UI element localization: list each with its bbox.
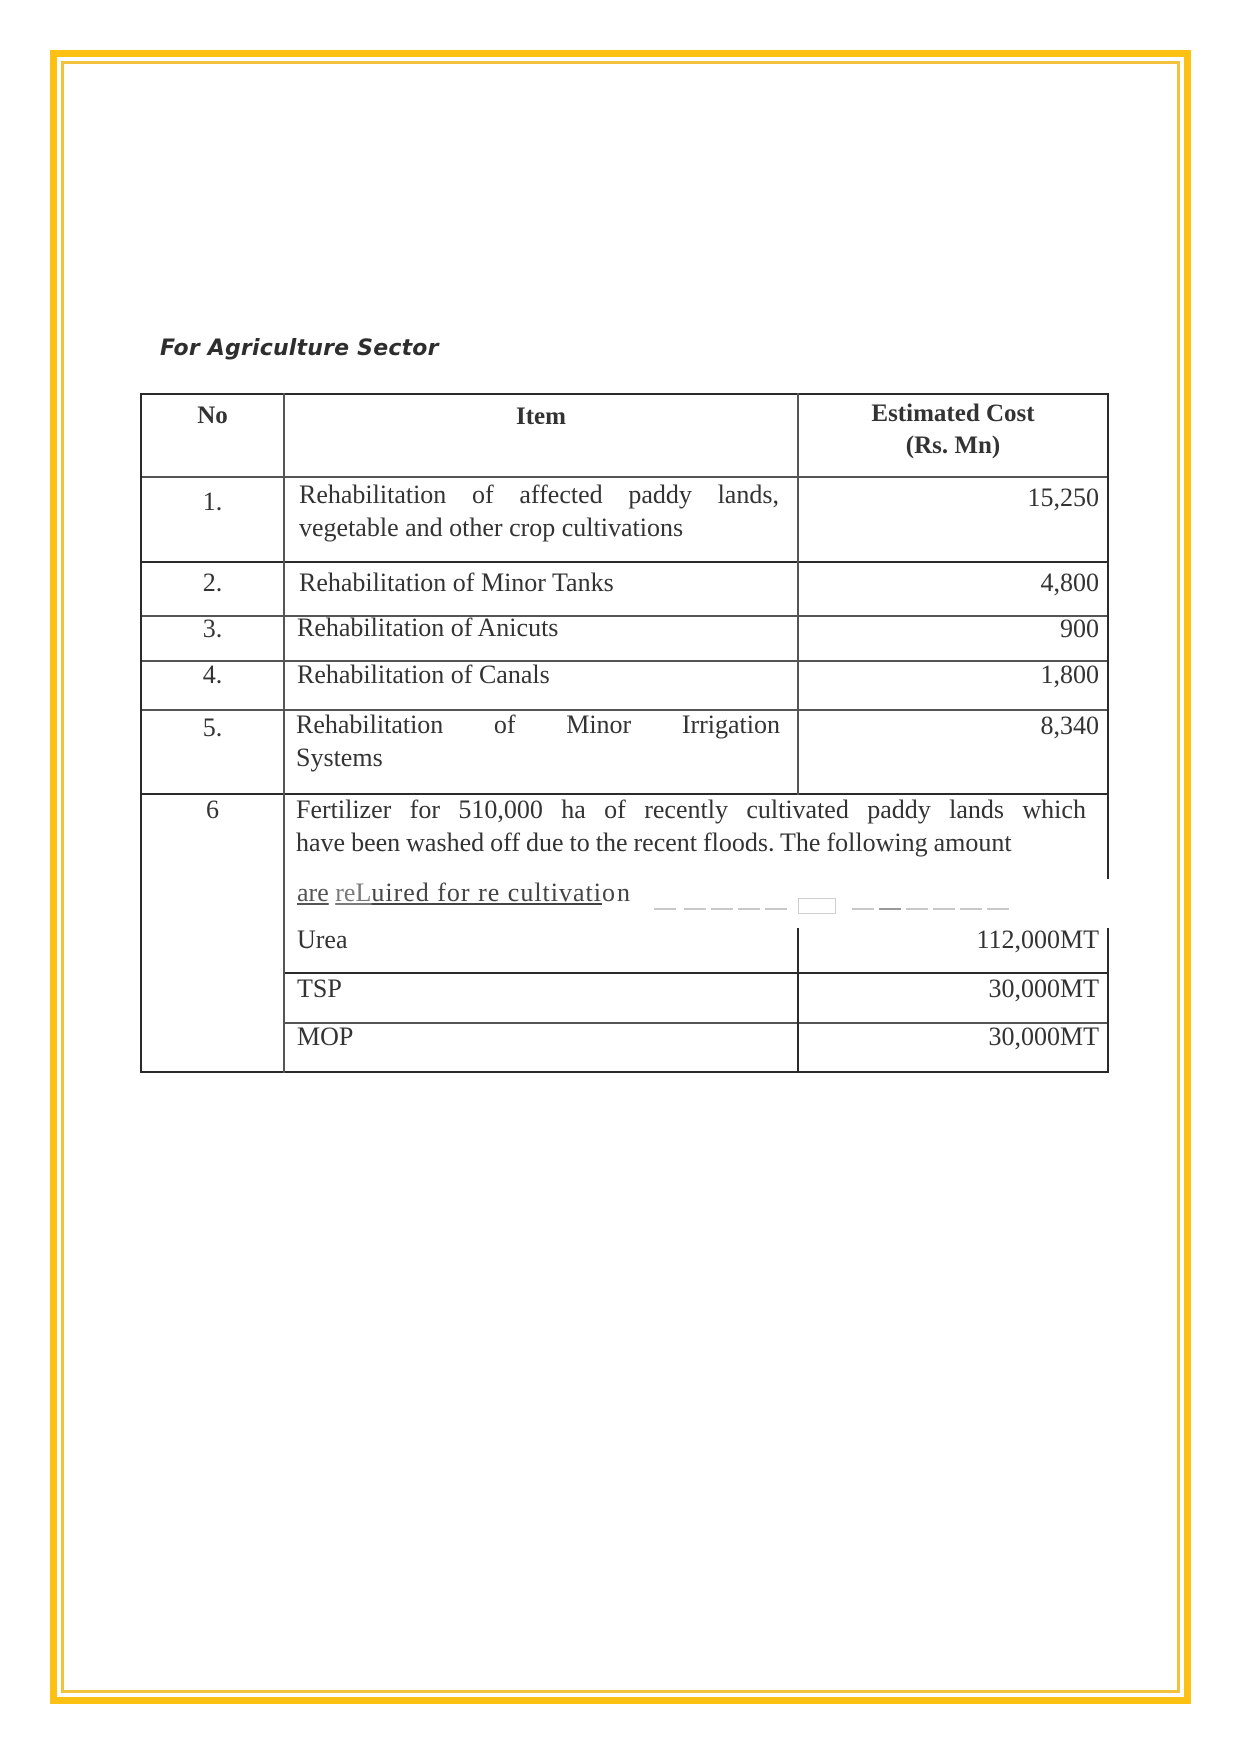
row-item	[299, 478, 779, 544]
section-title: For Agriculture Sector	[160, 336, 439, 361]
row-item: Rehabilitation of Anicuts	[297, 613, 559, 642]
row-divider	[141, 561, 1108, 563]
row-divider	[141, 660, 1108, 662]
row-item-line-text: Rehabilitation of Minor Irrigation	[296, 710, 780, 739]
row-item-line: Systems	[296, 743, 383, 772]
fertilizer-name: TSP	[297, 974, 342, 1003]
fertilizer-amount: 30,000MT	[988, 974, 1099, 1003]
row-divider	[141, 615, 1108, 617]
table-border-right	[1107, 928, 1109, 1073]
fertilizer-name: Urea	[297, 925, 348, 954]
text-fragment: on	[601, 878, 632, 907]
text-fragment: reL	[335, 878, 372, 907]
text-fragment: are	[297, 878, 329, 907]
row-item-line: Rehabilitation of affected paddy lands,	[299, 480, 779, 509]
row-cost: 8,340	[1040, 711, 1099, 740]
row-number: 1.	[202, 487, 223, 516]
text-fragment: uired for re cultivati	[371, 878, 602, 907]
row-cost: 4,800	[1040, 568, 1099, 597]
row-item	[296, 793, 1086, 859]
fertilizer-amount: 112,000MT	[976, 925, 1099, 954]
header-item: Item	[516, 403, 566, 430]
row-cost: 900	[1060, 614, 1099, 643]
row-item: Rehabilitation of Minor Tanks	[299, 568, 614, 597]
row-cost: 15,250	[1027, 483, 1099, 512]
column-divider	[797, 928, 799, 1073]
header-no: No	[197, 402, 228, 429]
row-item-line	[296, 708, 780, 741]
header-cost-line2: (Rs. Mn)	[905, 432, 1001, 459]
row-number: 5.	[202, 713, 223, 742]
table-border-bottom	[141, 1071, 1108, 1073]
checkbox-artifact	[798, 898, 836, 914]
row-item-line: vegetable and other crop cultivations	[299, 513, 684, 542]
sub-row-divider	[284, 1022, 1108, 1024]
row-item-line-damaged	[297, 878, 632, 908]
row-number: 2.	[202, 568, 223, 597]
sub-row-divider	[284, 972, 1108, 974]
fertilizer-amount: 30,000MT	[988, 1022, 1099, 1051]
row-number: 3.	[202, 614, 223, 643]
header-cost-line1: Estimated Cost	[871, 400, 1035, 427]
row-number: 6	[206, 795, 219, 824]
row-item-line: Fertilizer for 510,000 ha of recently cultivated paddy lands which	[296, 795, 1086, 824]
table-border-right	[1107, 393, 1109, 879]
row-cost: 1,800	[1040, 660, 1099, 689]
fertilizer-name: MOP	[297, 1022, 354, 1051]
table-border-top	[141, 393, 1108, 395]
row-item: Rehabilitation of Canals	[297, 660, 550, 689]
page-border-inner	[61, 61, 1180, 1693]
dashed-line-artifact	[654, 908, 1034, 910]
row-item	[296, 708, 780, 774]
row-number: 4.	[202, 660, 223, 689]
row-item-line: have been washed off due to the recent floods. The following amount	[296, 828, 1012, 857]
